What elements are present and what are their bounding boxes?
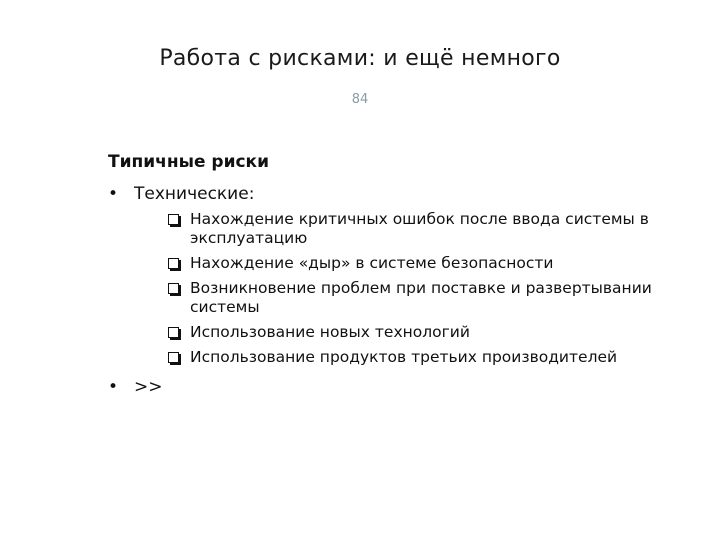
box-bullet-icon (168, 258, 179, 269)
sub-list-item (164, 279, 698, 317)
round-bullet-icon: • (108, 184, 119, 204)
list-item-technical (108, 184, 698, 367)
section-heading: Типичные риски (108, 152, 270, 172)
sub-list-item-text: Возникновение проблем при поставке и развертывании системы (190, 279, 652, 316)
box-bullet-icon (168, 214, 179, 225)
slide-content (108, 152, 698, 405)
slide-title: Работа с рисками: и ещё немного (159, 46, 561, 71)
box-bullet-icon (168, 283, 179, 294)
sub-list-item-text: Использование новых технологий (190, 323, 470, 341)
sub-list-item (164, 323, 698, 342)
sub-list-item (164, 210, 698, 248)
list-item-label: >> (134, 377, 163, 397)
sub-list-item-text: Использование продуктов третьих производителей (190, 348, 618, 366)
list-item-more (108, 377, 698, 397)
box-bullet-icon (168, 327, 179, 338)
page-number: 84 (351, 92, 369, 107)
round-bullet-icon: • (108, 377, 119, 397)
sub-list-item (164, 348, 698, 367)
list-item-label: Технические: (134, 184, 255, 204)
box-bullet-icon (168, 352, 179, 363)
sub-list-item-text: Нахождение критичных ошибок после ввода системы в эксплуатацию (190, 210, 649, 247)
sub-list-item-text: Нахождение «дыр» в системе безопасности (190, 254, 554, 272)
sub-list (164, 210, 698, 367)
sub-list-item (164, 254, 698, 273)
